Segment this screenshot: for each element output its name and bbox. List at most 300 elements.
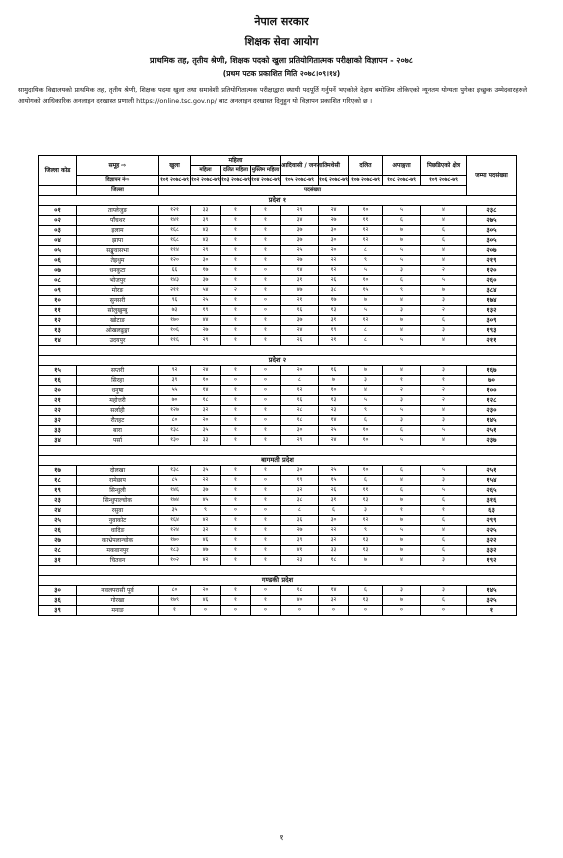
- post-count-cell: १६४: [159, 516, 191, 526]
- post-count-cell: ४२: [191, 556, 221, 566]
- muslim-women-header: मुस्लिम महिला: [251, 166, 281, 176]
- district-code: ०३: [39, 226, 77, 236]
- district-code: ३३: [39, 426, 77, 436]
- post-count-cell: ८: [349, 326, 383, 336]
- post-count-cell: ७: [383, 316, 421, 326]
- post-count-cell: १: [251, 256, 281, 266]
- post-count-cell: ६: [349, 416, 383, 426]
- district-name: झापा: [77, 236, 159, 246]
- district-code: २७: [39, 536, 77, 546]
- district-code: ३६: [39, 596, 77, 606]
- post-count-cell: ४: [349, 386, 383, 396]
- post-count-cell: २९: [191, 336, 221, 346]
- post-count-cell: १४: [319, 416, 349, 426]
- post-count-cell: ०: [251, 586, 281, 596]
- post-count-cell: १२४: [159, 526, 191, 536]
- total-cell: १९३: [467, 326, 517, 336]
- post-count-cell: १७९: [159, 596, 191, 606]
- table-row: [39, 246, 517, 256]
- table-row: [39, 486, 517, 496]
- document-header: [0, 14, 563, 79]
- post-count-cell: १: [251, 436, 281, 446]
- post-count-cell: ४: [421, 436, 467, 446]
- district-code: ०२: [39, 216, 77, 226]
- post-count-cell: १: [221, 326, 251, 336]
- ad-number: १०५ २०७८-७९: [281, 176, 319, 186]
- post-count-cell: ४७: [281, 286, 319, 296]
- post-count-cell: १३: [319, 396, 349, 406]
- total-cell: २५१: [467, 466, 517, 476]
- post-count-cell: १०: [319, 386, 349, 396]
- post-count-cell: ०: [349, 606, 383, 616]
- post-count-cell: ०: [221, 506, 251, 516]
- district-code: २५: [39, 516, 77, 526]
- post-count-cell: ५: [383, 246, 421, 256]
- post-count-cell: ४५: [191, 496, 221, 506]
- post-count-cell: ३०: [281, 466, 319, 476]
- disabled-header: अपाङ्गता: [383, 156, 421, 176]
- post-count-cell: ७: [319, 376, 349, 386]
- post-count-cell: १: [221, 546, 251, 556]
- district-name: ताप्लेजुङ: [77, 206, 159, 216]
- post-count-cell: १२: [349, 236, 383, 246]
- post-count-cell: ४७: [191, 546, 221, 556]
- post-count-cell: ३: [383, 396, 421, 406]
- post-count-cell: ३: [383, 266, 421, 276]
- post-count-cell: १६: [281, 396, 319, 406]
- total-cell: १: [467, 606, 517, 616]
- district-name: धादिङ: [77, 526, 159, 536]
- district-name: धनकुटा: [77, 266, 159, 276]
- post-count-cell: ५५: [159, 386, 191, 396]
- post-count-cell: २७: [281, 526, 319, 536]
- post-count-cell: ६: [383, 486, 421, 496]
- notice-title: प्राथमिक तह, तृतीय श्रेणी, शिक्षक पदको खुला प्रतियोगितात्मक परीक्षाको विज्ञापन - २०७८: [150, 56, 413, 65]
- post-count-cell: २२: [319, 526, 349, 536]
- post-count-cell: १: [159, 606, 191, 616]
- post-count-cell: १६: [281, 306, 319, 316]
- district-code: १७: [39, 466, 77, 476]
- post-count-cell: २७: [191, 326, 221, 336]
- post-count-cell: १: [251, 216, 281, 226]
- total-cell: २९९: [467, 516, 517, 526]
- district-name: भोजपुर: [77, 276, 159, 286]
- table-row: [39, 276, 517, 286]
- post-count-cell: २७: [281, 256, 319, 266]
- post-count-cell: १: [221, 536, 251, 546]
- post-count-cell: ८५: [159, 476, 191, 486]
- post-count-cell: १: [221, 596, 251, 606]
- total-cell: ३२२: [467, 536, 517, 546]
- post-count-cell: २६: [281, 336, 319, 346]
- post-count-cell: ३१: [281, 276, 319, 286]
- table-row: [39, 266, 517, 276]
- post-count-cell: ०: [251, 366, 281, 376]
- post-count-cell: ४: [421, 336, 467, 346]
- total-cell: २३०: [467, 406, 517, 416]
- post-count-cell: ५: [349, 306, 383, 316]
- notice-subtitle: (प्रथम पटक प्रकाशित मिति २०७८।०९।१४): [222, 69, 341, 78]
- post-count-cell: २: [383, 386, 421, 396]
- separator-cell: [39, 566, 517, 576]
- post-count-cell: १: [221, 386, 251, 396]
- post-count-cell: ६: [421, 546, 467, 556]
- post-count-cell: ४३: [191, 226, 221, 236]
- post-count-cell: १: [221, 476, 251, 486]
- district-name: मकवानपुर: [77, 546, 159, 556]
- post-count-cell: २२: [319, 256, 349, 266]
- table-row: [39, 416, 517, 426]
- post-count-cell: ३९: [159, 376, 191, 386]
- post-count-cell: ५४: [191, 286, 221, 296]
- district-name: रौतहट: [77, 416, 159, 426]
- post-count-cell: ३: [383, 306, 421, 316]
- table-row: [39, 216, 517, 226]
- post-count-cell: ०: [281, 606, 319, 616]
- post-count-cell: ३: [421, 326, 467, 336]
- post-count-cell: ३२: [319, 596, 349, 606]
- table-row: [39, 536, 517, 546]
- vacancy-table: [38, 155, 517, 616]
- post-count-cell: ३२: [281, 486, 319, 496]
- post-count-cell: ३७: [281, 226, 319, 236]
- district-code: १५: [39, 366, 77, 376]
- table-row: [39, 546, 517, 556]
- post-count-cell: ३: [421, 476, 467, 486]
- post-count-cell: १३: [349, 496, 383, 506]
- total-cell: १००: [467, 386, 517, 396]
- post-count-cell: १४१: [159, 216, 191, 226]
- post-count-cell: ७०: [159, 396, 191, 406]
- post-count-cell: १: [251, 226, 281, 236]
- post-count-cell: २५: [191, 296, 221, 306]
- post-count-cell: ०: [251, 606, 281, 616]
- post-count-cell: ३२: [319, 536, 349, 546]
- post-count-cell: ४६: [191, 536, 221, 546]
- post-count-cell: ०: [191, 606, 221, 616]
- post-count-cell: ३: [421, 296, 467, 306]
- post-count-cell: ३: [421, 416, 467, 426]
- post-count-cell: १०२: [159, 556, 191, 566]
- table-row: [39, 376, 517, 386]
- post-count-cell: २९: [281, 206, 319, 216]
- table-row: [39, 526, 517, 536]
- intro-paragraph: सामुदायिक विद्यालयको प्राथमिक तह, तृतीय श्रेणी, शिक्षक पदमा खुला तथा समावेशी प्रतियोगितात्मक परीक्षाद्वारा स्थायी पदपूर्ति गर्नुपर्ने भएकोले देहाय बमोजिम तोकिएको न्यूनतम योग्यता पुगेका इच्छुक उम्मेदवारहरुले आयोगको आधिकारिक अनलाइन दरखास्त प्रणाली https://online.tsc.gov.np/ बाट अनलाइन दरखास्त दिनुहुन यो विज्ञापन प्रकाशित गरिएको छ ।: [18, 86, 527, 105]
- post-count-cell: १४६: [159, 486, 191, 496]
- district-code: ३२: [39, 416, 77, 426]
- post-count-cell: १: [221, 336, 251, 346]
- district-name: दोलखा: [77, 466, 159, 476]
- post-count-cell: ६: [349, 586, 383, 596]
- post-count-cell: २५: [319, 426, 349, 436]
- post-count-cell: ३३: [191, 206, 221, 216]
- post-count-cell: १७: [319, 296, 349, 306]
- district-code: ३९: [39, 606, 77, 616]
- district-code: १३: [39, 326, 77, 336]
- post-count-cell: ३: [421, 366, 467, 376]
- post-count-cell: ३६: [281, 516, 319, 526]
- post-count-cell: ६: [421, 516, 467, 526]
- table-row: [39, 606, 517, 616]
- district-name: सङ्खुवासभा: [77, 246, 159, 256]
- post-count-cell: २११: [159, 286, 191, 296]
- post-count-cell: २०: [191, 586, 221, 596]
- post-count-cell: ६: [421, 596, 467, 606]
- post-count-cell: २८: [281, 406, 319, 416]
- post-count-cell: १७०: [159, 316, 191, 326]
- district-code: ०१: [39, 206, 77, 216]
- district-code: ०५: [39, 246, 77, 256]
- post-count-cell: ७: [383, 516, 421, 526]
- post-count-cell: २: [421, 306, 467, 316]
- post-count-cell: २३: [319, 406, 349, 416]
- post-count-cell: ३२: [191, 406, 221, 416]
- post-count-cell: १: [251, 546, 281, 556]
- vacancy-table-body: [39, 196, 517, 616]
- post-count-cell: १: [251, 246, 281, 256]
- table-row: [39, 586, 517, 596]
- post-count-cell: ५: [421, 426, 467, 436]
- table-row: [39, 366, 517, 376]
- separator-cell: [39, 346, 517, 356]
- table-row: [39, 326, 517, 336]
- post-count-cell: १: [221, 226, 251, 236]
- post-count-cell: १३: [349, 546, 383, 556]
- post-count-cell: ३: [349, 506, 383, 516]
- post-count-cell: १२: [349, 226, 383, 236]
- region-name: प्रदेश २: [39, 356, 517, 366]
- total-cell: ७०: [467, 376, 517, 386]
- post-count-cell: ५: [383, 436, 421, 446]
- post-count-cell: ३४: [281, 216, 319, 226]
- post-count-cell: ३७: [191, 486, 221, 496]
- post-count-cell: १७४: [159, 496, 191, 506]
- post-count-cell: ३७: [281, 316, 319, 326]
- post-count-cell: ५: [383, 406, 421, 416]
- post-count-cell: ६: [319, 506, 349, 516]
- post-count-cell: ०: [383, 606, 421, 616]
- post-count-cell: २४: [191, 366, 221, 376]
- post-count-cell: ३५: [191, 466, 221, 476]
- district-code: १८: [39, 476, 77, 486]
- page-number: १: [279, 833, 284, 842]
- post-count-cell: ११४: [159, 246, 191, 256]
- table-row: [39, 596, 517, 606]
- post-count-cell: २५: [319, 466, 349, 476]
- district-code: १६: [39, 376, 77, 386]
- total-cell: १२८: [467, 396, 517, 406]
- table-row: [39, 506, 517, 516]
- post-count-cell: ३३: [191, 436, 221, 446]
- post-count-cell: २०: [281, 366, 319, 376]
- post-count-cell: ३७: [281, 236, 319, 246]
- post-count-cell: ३०: [319, 226, 349, 236]
- post-count-cell: ७: [383, 236, 421, 246]
- post-count-cell: १: [251, 336, 281, 346]
- post-count-cell: २०: [191, 416, 221, 426]
- district-name: नवलपरासी पूर्व: [77, 586, 159, 596]
- post-count-cell: १: [221, 466, 251, 476]
- post-count-cell: ३१: [319, 316, 349, 326]
- post-count-cell: ११: [349, 216, 383, 226]
- post-count-cell: ११: [349, 486, 383, 496]
- district-code: १०: [39, 296, 77, 306]
- region-row: [39, 196, 517, 206]
- table-row: [39, 466, 517, 476]
- post-count-cell: ०: [251, 296, 281, 306]
- district-code: ३०: [39, 586, 77, 596]
- post-count-cell: ६: [383, 276, 421, 286]
- district-name: इलाम: [77, 226, 159, 236]
- post-count-cell: १२: [281, 386, 319, 396]
- post-count-cell: २३: [281, 556, 319, 566]
- table-row: [39, 336, 517, 346]
- table-row: [39, 236, 517, 246]
- post-count-cell: १: [221, 216, 251, 226]
- ad-number: १०७ २०७८-७९: [349, 176, 383, 186]
- post-count-cell: १: [421, 506, 467, 516]
- post-count-cell: ६: [421, 496, 467, 506]
- post-count-cell: ३०: [191, 256, 221, 266]
- district-name: मनाङ: [77, 606, 159, 616]
- post-count-subheader: पदसंख्या: [159, 186, 467, 196]
- post-count-cell: ४१: [281, 546, 319, 556]
- post-count-cell: २१: [319, 336, 349, 346]
- district-name: सिरहा: [77, 376, 159, 386]
- district-subheader: जिल्ला: [77, 186, 159, 196]
- post-count-cell: १: [251, 486, 281, 496]
- post-count-cell: १: [251, 406, 281, 416]
- district-name: धनुषा: [77, 386, 159, 396]
- post-count-cell: १: [221, 266, 251, 276]
- backward-region-header: पिछडिएको क्षेत्र: [421, 156, 467, 176]
- post-count-cell: ९: [349, 526, 383, 536]
- indigenous-header: आदिवासी / जनजाति: [281, 156, 319, 176]
- post-count-cell: १२: [319, 266, 349, 276]
- total-cell: ३२५: [467, 596, 517, 606]
- table-row: [39, 386, 517, 396]
- post-count-cell: १२०: [159, 256, 191, 266]
- post-count-cell: २९: [191, 246, 221, 256]
- post-count-cell: ०: [251, 506, 281, 516]
- district-name: पाँचथर: [77, 216, 159, 226]
- post-count-cell: ४: [421, 206, 467, 216]
- post-count-cell: १: [221, 246, 251, 256]
- post-count-cell: १: [221, 416, 251, 426]
- post-count-cell: १५: [319, 476, 349, 486]
- district-code: १९: [39, 486, 77, 496]
- post-count-cell: ०: [319, 606, 349, 616]
- separator-cell: [39, 446, 517, 456]
- post-count-cell: १२७: [159, 406, 191, 416]
- post-count-cell: ६६: [159, 266, 191, 276]
- post-count-cell: ४: [383, 366, 421, 376]
- post-count-cell: १: [221, 396, 251, 406]
- post-count-cell: ४३: [191, 236, 221, 246]
- district-name: मोरङ: [77, 286, 159, 296]
- post-count-cell: ३: [421, 586, 467, 596]
- post-count-cell: १: [221, 206, 251, 216]
- region-row: [39, 576, 517, 586]
- post-count-cell: १: [251, 286, 281, 296]
- post-count-cell: १८: [281, 416, 319, 426]
- post-count-cell: १०: [349, 276, 383, 286]
- post-count-cell: १७: [191, 266, 221, 276]
- post-count-cell: ९: [191, 506, 221, 516]
- table-row: [39, 306, 517, 316]
- total-cell: १२०: [467, 266, 517, 276]
- post-count-cell: ७: [383, 546, 421, 556]
- women-header: महिला: [191, 166, 221, 176]
- district-name: सिन्धुली: [77, 486, 159, 496]
- post-count-cell: ८: [281, 376, 319, 386]
- post-count-cell: ७: [383, 226, 421, 236]
- table-row: [39, 286, 517, 296]
- district-name: सप्तरी: [77, 366, 159, 376]
- post-count-cell: १: [421, 376, 467, 386]
- post-count-cell: १: [251, 466, 281, 476]
- district-name: रामेछाप: [77, 476, 159, 486]
- total-cell: ३०५: [467, 226, 517, 236]
- post-count-cell: १६८: [159, 226, 191, 236]
- post-count-cell: १: [221, 316, 251, 326]
- post-count-cell: ८०: [159, 416, 191, 426]
- total-cell: ३०५: [467, 236, 517, 246]
- region-separator: [39, 446, 517, 456]
- total-cell: २३८: [467, 206, 517, 216]
- post-count-cell: १८३: [159, 546, 191, 556]
- table-row: [39, 396, 517, 406]
- post-count-cell: ७: [349, 556, 383, 566]
- group-header: समूह ⇨: [77, 156, 159, 176]
- post-count-cell: ५: [383, 526, 421, 536]
- post-count-cell: १: [251, 596, 281, 606]
- ad-number: १०९ २०७८-७९: [421, 176, 467, 186]
- post-count-cell: २४: [319, 206, 349, 216]
- table-row: [39, 296, 517, 306]
- post-count-cell: ४: [421, 256, 467, 266]
- post-count-cell: ६: [421, 236, 467, 246]
- post-count-cell: १: [221, 366, 251, 376]
- post-count-cell: ३: [383, 416, 421, 426]
- post-count-cell: १०६: [159, 326, 191, 336]
- district-code: २६: [39, 526, 77, 536]
- post-count-cell: १: [221, 496, 251, 506]
- post-count-cell: ८: [281, 506, 319, 516]
- post-count-cell: १३०: [159, 436, 191, 446]
- district-name: पर्सा: [77, 436, 159, 446]
- post-count-cell: ४: [421, 246, 467, 256]
- district-code: २३: [39, 496, 77, 506]
- post-count-cell: ४४: [191, 316, 221, 326]
- post-count-cell: ०: [251, 476, 281, 486]
- post-count-cell: १८: [319, 556, 349, 566]
- post-count-cell: ४: [383, 476, 421, 486]
- post-count-cell: १: [221, 296, 251, 306]
- post-count-cell: ८: [349, 336, 383, 346]
- post-count-cell: १: [221, 516, 251, 526]
- post-count-cell: १३८: [159, 426, 191, 436]
- post-count-cell: २०: [319, 246, 349, 256]
- post-count-cell: ३: [421, 556, 467, 566]
- table-row: [39, 476, 517, 486]
- post-count-cell: १४: [281, 266, 319, 276]
- district-code: ०९: [39, 286, 77, 296]
- total-cell: २३७: [467, 436, 517, 446]
- district-code: १२: [39, 316, 77, 326]
- post-count-cell: ०: [251, 306, 281, 316]
- post-count-cell: ६: [383, 466, 421, 476]
